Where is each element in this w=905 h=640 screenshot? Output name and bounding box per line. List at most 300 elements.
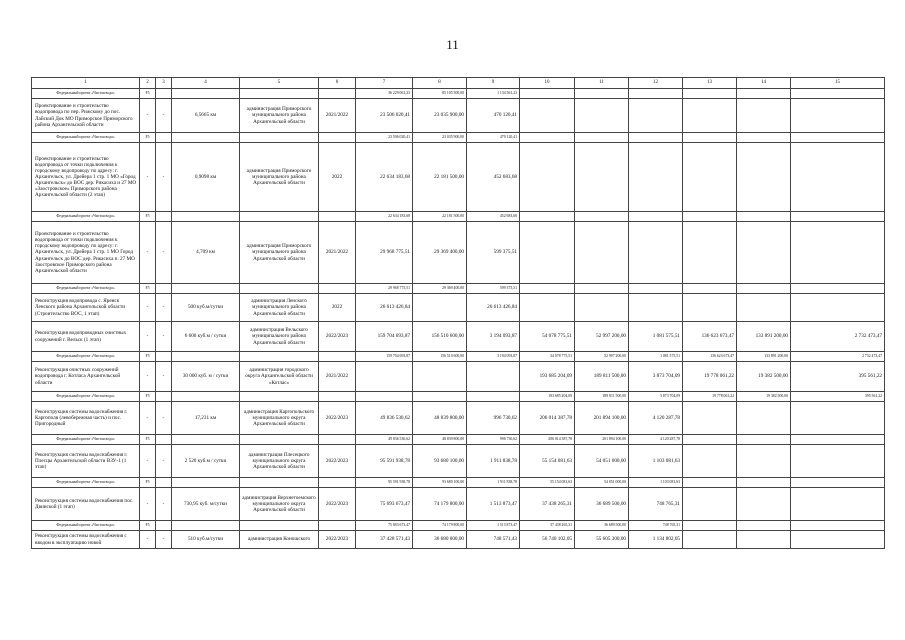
table-cell xyxy=(575,284,629,294)
table-cell: 136 623 673,47 xyxy=(683,322,737,352)
column-number: 14 xyxy=(737,78,791,89)
table-cell xyxy=(629,143,683,212)
table-cell xyxy=(413,392,467,402)
table-cell: F5 xyxy=(140,133,156,143)
table-cell: - xyxy=(140,362,156,392)
table-cell: F5 xyxy=(140,521,156,531)
federal-project-row xyxy=(32,284,885,294)
table-cell: 3 194 093,87 xyxy=(467,352,520,362)
table-cell xyxy=(629,284,683,294)
table-cell: 4,709 км xyxy=(172,222,240,284)
column-number: 10 xyxy=(520,78,575,89)
table-cell: 19 382 500,00 xyxy=(737,392,791,402)
table-cell xyxy=(737,445,791,478)
table-cell xyxy=(575,89,629,99)
table-cell: 748 765,31 xyxy=(629,521,683,531)
table-cell: 22 181 500,00 xyxy=(413,212,467,222)
table-cell: 1 081 575,51 xyxy=(629,352,683,362)
table-cell: 1 081 575,51 xyxy=(629,322,683,352)
table-cell xyxy=(629,99,683,133)
table-cell: администрация Верхнетоемского муниципального округа Архангельской области xyxy=(240,488,319,521)
table-cell: - xyxy=(156,402,172,435)
table-cell xyxy=(520,99,575,133)
table-cell xyxy=(413,294,467,322)
table-cell: 2 732 473,47 xyxy=(791,352,885,362)
table-cell: 23 035 900,00 xyxy=(413,133,467,143)
table-cell xyxy=(520,143,575,212)
table-cell: 452 683,68 xyxy=(467,143,520,212)
table-cell: 29 369 400,00 xyxy=(413,284,467,294)
table-cell: 93 680 100,00 xyxy=(413,478,467,488)
federal-project-row xyxy=(32,435,885,445)
table-cell: 2022/2023 xyxy=(319,322,356,352)
table-cell: 29 968 775,51 xyxy=(356,222,413,284)
table-cell xyxy=(683,445,737,478)
federal-project-row xyxy=(32,478,885,488)
table-cell: Проектирование и строительство водопровода от точки подключения к городскому водопроводу по адресу: г. Архангельск, ул. Дрейера 1 стр. 1 МО Город Архангельск до ВОС дер. Рикасиха п. 27 МО Заостровское Приморского района Архангельской области xyxy=(32,222,140,284)
table-cell: - xyxy=(156,445,172,478)
table-cell: 470 120,41 xyxy=(467,99,520,133)
table-cell xyxy=(575,143,629,212)
table-cell xyxy=(172,89,240,99)
table-cell: Реконструкция водопровода с. Яренск Ленского района Архангельской области (Строительство ВОС, 1 этап) xyxy=(32,294,140,322)
table-cell xyxy=(240,133,319,143)
federal-project-row xyxy=(32,352,885,362)
table-cell xyxy=(520,89,575,99)
table-cell xyxy=(683,531,737,549)
table-cell xyxy=(629,222,683,284)
table-cell: 49 836 530,62 xyxy=(356,402,413,435)
table-cell: Федеральный проект «Чистая вода» xyxy=(32,392,140,402)
column-number: 3 xyxy=(156,78,172,89)
table-cell: 36 229 061,23 xyxy=(356,89,413,99)
table-cell xyxy=(683,222,737,284)
table-cell xyxy=(791,531,885,549)
table-cell xyxy=(737,222,791,284)
table-cell: - xyxy=(140,488,156,521)
table-cell: администрация Приморского муниципального района Архангельской области xyxy=(240,99,319,133)
table-cell xyxy=(156,212,172,222)
federal-project-row xyxy=(32,392,885,402)
table-cell xyxy=(240,352,319,362)
table-cell xyxy=(683,99,737,133)
table-cell xyxy=(172,133,240,143)
table-cell: 75 693 673,47 xyxy=(356,488,413,521)
table-cell: F5 xyxy=(140,392,156,402)
table-cell xyxy=(737,143,791,212)
table-cell: 54 051 000,00 xyxy=(575,445,629,478)
table-cell: 1 513 873,47 xyxy=(467,488,520,521)
table-cell xyxy=(240,89,319,99)
table-cell xyxy=(737,99,791,133)
table-cell: 36 689 500,00 xyxy=(575,488,629,521)
table-cell xyxy=(156,435,172,445)
column-number: 15 xyxy=(791,78,885,89)
table-cell: администрация Вельского муниципального района Архангельской области xyxy=(240,322,319,352)
table-cell: 93 680 100,00 xyxy=(413,445,467,478)
table-cell: 2 520 куб.м / сутки xyxy=(172,445,240,478)
table-cell: 2021/2022 xyxy=(319,362,356,392)
table-cell xyxy=(737,89,791,99)
object-row xyxy=(32,222,885,284)
table-cell xyxy=(683,284,737,294)
table-cell: - xyxy=(156,143,172,212)
table-cell: 22 634 183,68 xyxy=(356,143,413,212)
table-cell: 1 103 081,63 xyxy=(629,445,683,478)
table-cell: 52 997 200,00 xyxy=(575,322,629,352)
table-cell: 19 778 061,22 xyxy=(683,392,737,402)
object-row xyxy=(32,488,885,521)
table-cell: 36 680 000,00 xyxy=(413,531,467,549)
table-cell xyxy=(413,362,467,392)
table-cell: 1 513 873,47 xyxy=(467,521,520,531)
table-cell xyxy=(683,212,737,222)
table-cell: 1 103 081,63 xyxy=(629,478,683,488)
table-cell: Федеральный проект «Чистая вода» xyxy=(32,89,140,99)
table-cell: 74 179 800,00 xyxy=(413,521,467,531)
table-cell: 2021/2022 xyxy=(319,222,356,284)
table-cell: Реконструкция системы водоснабжения с вводом в эксплуатацию новой xyxy=(32,531,140,549)
table-cell xyxy=(683,294,737,322)
table-cell: 37 438 265,31 xyxy=(520,488,575,521)
table-cell xyxy=(683,488,737,521)
table-cell xyxy=(319,435,356,445)
table-cell xyxy=(737,212,791,222)
table-cell xyxy=(319,392,356,402)
table-cell xyxy=(575,222,629,284)
column-number: 1 xyxy=(32,78,140,89)
table-cell xyxy=(172,521,240,531)
table-cell: Реконструкция системы водоснабжения г. Плесцы Архангельской области ВЗУ-1 (1 этап) xyxy=(32,445,140,478)
table-cell: Федеральный проект «Чистая вода» xyxy=(32,133,140,143)
table-cell xyxy=(575,294,629,322)
table-cell: 996 730,62 xyxy=(467,435,520,445)
table-cell xyxy=(319,284,356,294)
table-cell: 55 605 300,00 xyxy=(575,531,629,549)
table-cell xyxy=(791,445,885,478)
table-cell xyxy=(791,222,885,284)
page-number: 11 xyxy=(446,37,459,52)
table-cell xyxy=(240,284,319,294)
table-cell xyxy=(683,89,737,99)
table-cell xyxy=(156,352,172,362)
table-cell: 748 571,43 xyxy=(467,531,520,549)
table-cell: 599 375,51 xyxy=(467,284,520,294)
table-cell: Федеральный проект «Чистая вода» xyxy=(32,521,140,531)
table-cell: 730,95 куб. м/сутки xyxy=(172,488,240,521)
table-cell: 3 873 704,09 xyxy=(629,392,683,402)
table-cell xyxy=(319,478,356,488)
table-cell xyxy=(683,143,737,212)
table-cell xyxy=(172,435,240,445)
column-number: 7 xyxy=(356,78,413,89)
table-cell xyxy=(520,294,575,322)
table-cell: Реконструкция очистных сооружений водопровода г. Котласа Архангельской области xyxy=(32,362,140,392)
table-cell: 189 811 500,00 xyxy=(575,362,629,392)
table-cell: 55 154 081,63 xyxy=(520,478,575,488)
table-cell xyxy=(737,478,791,488)
table-cell: 189 811 500,00 xyxy=(575,392,629,402)
table-cell: - xyxy=(140,143,156,212)
table-cell xyxy=(156,89,172,99)
table-cell: 23 506 020,41 xyxy=(356,99,413,133)
table-cell: 156 510 600,00 xyxy=(413,352,467,362)
table-cell: Реконструкция системы водоснабжения г. Каргополя (левобережная часть) и пос. Пригородный xyxy=(32,402,140,435)
table-cell xyxy=(737,133,791,143)
table-cell: 85 105 500,00 xyxy=(413,89,467,99)
table-cell xyxy=(737,402,791,435)
table-cell: администрация Приморского муниципального района Архангельской области xyxy=(240,222,319,284)
table-cell xyxy=(319,352,356,362)
federal-project-row xyxy=(32,89,885,99)
table-cell: 36 689 500,00 xyxy=(575,521,629,531)
column-number: 8 xyxy=(413,78,467,89)
table-cell: администрация Приморского муниципального района Архангельской области xyxy=(240,143,319,212)
table-cell: - xyxy=(140,445,156,478)
column-number: 12 xyxy=(629,78,683,89)
table-cell: 500 куб.м/сутки xyxy=(172,294,240,322)
table-cell: 6,5665 км xyxy=(172,99,240,133)
table-cell: 201 894 100,00 xyxy=(575,402,629,435)
table-cell: 23 035 900,00 xyxy=(413,99,467,133)
table-cell: 17,231 км xyxy=(172,402,240,435)
table-cell: F5 xyxy=(140,478,156,488)
table-cell xyxy=(156,133,172,143)
table-cell: F5 xyxy=(140,284,156,294)
table-cell xyxy=(575,133,629,143)
table-cell xyxy=(172,478,240,488)
table-cell xyxy=(172,352,240,362)
table-cell: 1 134 561,23 xyxy=(467,89,520,99)
table-cell: 37 428 571,43 xyxy=(356,531,413,549)
table-cell: 2022 xyxy=(319,143,356,212)
table-cell: 2021/2022 xyxy=(319,99,356,133)
table-cell: 48 839 800,00 xyxy=(413,402,467,435)
table-cell xyxy=(319,521,356,531)
table-cell: 2022/2023 xyxy=(319,402,356,435)
table-cell: Реконструкция системы водоснабжения пос. Двинской (1 этап) xyxy=(32,488,140,521)
table-cell: 22 634 183,68 xyxy=(356,212,413,222)
table-cell: 22 181 500,00 xyxy=(413,143,467,212)
table-cell: администрация Каргопольского муниципального округа Архангельской области xyxy=(240,402,319,435)
table-cell: 452 683,68 xyxy=(467,212,520,222)
table-cell: 29 968 775,51 xyxy=(356,284,413,294)
table-cell: - xyxy=(140,99,156,133)
table-cell xyxy=(683,133,737,143)
object-row xyxy=(32,294,885,322)
table-cell: 95 591 938,78 xyxy=(356,445,413,478)
federal-project-row xyxy=(32,212,885,222)
table-cell: 2 732 473,47 xyxy=(791,322,885,352)
table-cell xyxy=(172,212,240,222)
table-cell: - xyxy=(156,222,172,284)
table-cell: 26 613 426,84 xyxy=(356,294,413,322)
table-cell: 156 510 600,00 xyxy=(413,322,467,352)
table-cell: 2022 xyxy=(319,294,356,322)
column-number: 11 xyxy=(575,78,629,89)
table-cell: 206 014 387,78 xyxy=(520,435,575,445)
table-cell: 55 154 081,63 xyxy=(520,445,575,478)
table-cell: 23 506 020,41 xyxy=(356,133,413,143)
table-cell: - xyxy=(140,402,156,435)
table-cell: 159 704 693,87 xyxy=(356,322,413,352)
table-cell xyxy=(791,99,885,133)
table-cell: Федеральный проект «Чистая вода» xyxy=(32,352,140,362)
table-cell: 4 120 287,78 xyxy=(629,435,683,445)
table-cell xyxy=(791,435,885,445)
table-cell xyxy=(791,478,885,488)
table-cell: - xyxy=(156,322,172,352)
table-cell xyxy=(156,478,172,488)
table-cell: 54 051 000,00 xyxy=(575,478,629,488)
table-cell: 95 591 938,78 xyxy=(356,478,413,488)
table-cell: Проектирование и строительство водопровода от точки подключения к городскому водопроводу по адресу: г. Архангельск, ул. Дрейера 1 стр. 1 МО «Город Архангельск» до ВОС дер. Рикасиха и 27 МО «Заостровское» Приморского района Архангельской области (2 этап) xyxy=(32,143,140,212)
table-cell xyxy=(737,435,791,445)
table-cell: 395 561,22 xyxy=(791,392,885,402)
table-cell: - xyxy=(156,531,172,549)
table-cell: 6 600 куб.м / сутки xyxy=(172,322,240,352)
table-cell: 2022/2023 xyxy=(319,488,356,521)
table-cell: 4 120 287,78 xyxy=(629,402,683,435)
table-cell xyxy=(791,402,885,435)
table-cell: администрация Ленского муниципального района Архангельской области xyxy=(240,294,319,322)
table-cell xyxy=(520,222,575,284)
table-cell: 52 997 200,00 xyxy=(575,352,629,362)
table-cell xyxy=(156,392,172,402)
table-cell: - xyxy=(156,362,172,392)
table-cell: - xyxy=(140,294,156,322)
table-cell: 19 382 500,00 xyxy=(737,362,791,392)
table-cell: F5 xyxy=(140,352,156,362)
table-cell: 0,9098 км xyxy=(172,143,240,212)
table-cell xyxy=(520,212,575,222)
table-cell: 26 613 426,84 xyxy=(467,294,520,322)
table-cell: 201 894 100,00 xyxy=(575,435,629,445)
table-cell xyxy=(467,362,520,392)
table-cell: 48 839 800,00 xyxy=(413,435,467,445)
table-cell: Проектирование и строительство водопровода по пер. Рижскому до пос. Лайский Док МО Приморское Приморского района Архангельской области xyxy=(32,99,140,133)
column-number: 5 xyxy=(240,78,319,89)
table-cell: - xyxy=(140,222,156,284)
table-cell xyxy=(319,212,356,222)
table-cell: 3 873 704,09 xyxy=(629,362,683,392)
table-cell xyxy=(791,89,885,99)
column-number: 6 xyxy=(319,78,356,89)
table-cell: 599 375,51 xyxy=(467,222,520,284)
column-number: 2 xyxy=(140,78,156,89)
table-cell xyxy=(791,143,885,212)
table-cell xyxy=(683,521,737,531)
table-cell xyxy=(172,392,240,402)
object-row xyxy=(32,322,885,352)
table-cell: администрация городского округа Архангельской области «Котлас» xyxy=(240,362,319,392)
table-cell: 395 561,22 xyxy=(791,362,885,392)
federal-project-row xyxy=(32,521,885,531)
table-cell: 19 778 061,22 xyxy=(683,362,737,392)
table-cell xyxy=(467,392,520,402)
table-cell: 2022/2023 xyxy=(319,531,356,549)
table-cell: 748 765,31 xyxy=(629,488,683,521)
table-cell: 1 911 838,78 xyxy=(467,445,520,478)
table-cell xyxy=(683,478,737,488)
table-cell: F5 xyxy=(140,212,156,222)
table-cell xyxy=(629,89,683,99)
table-cell: 133 891 200,00 xyxy=(737,322,791,352)
object-row xyxy=(32,362,885,392)
table-cell: 30 000 куб. м / сутки xyxy=(172,362,240,392)
table-cell: 193 685 204,09 xyxy=(520,362,575,392)
table-cell xyxy=(791,294,885,322)
program-table xyxy=(31,77,885,549)
table-cell: 74 179 800,00 xyxy=(413,488,467,521)
table-cell xyxy=(240,392,319,402)
table-cell: F5 xyxy=(140,89,156,99)
object-row xyxy=(32,445,885,478)
table-cell: Федеральный проект «Чистая вода» xyxy=(32,478,140,488)
column-number-row xyxy=(32,78,885,89)
table-cell xyxy=(791,212,885,222)
table-cell xyxy=(319,133,356,143)
table-cell: - xyxy=(140,322,156,352)
table-cell: - xyxy=(156,488,172,521)
object-row xyxy=(32,402,885,435)
table-cell: 193 685 204,09 xyxy=(520,392,575,402)
table-cell: - xyxy=(156,294,172,322)
federal-project-row xyxy=(32,133,885,143)
table-cell: 3 194 093,87 xyxy=(467,322,520,352)
table-cell xyxy=(240,478,319,488)
table-cell xyxy=(737,284,791,294)
table-cell: 75 693 673,47 xyxy=(356,521,413,531)
column-number: 4 xyxy=(172,78,240,89)
table-cell xyxy=(156,521,172,531)
table-cell: 159 704 693,87 xyxy=(356,352,413,362)
object-row xyxy=(32,143,885,212)
table-cell: - xyxy=(140,531,156,549)
table-cell xyxy=(240,212,319,222)
table-cell: Федеральный проект «Чистая вода» xyxy=(32,212,140,222)
table-cell xyxy=(683,402,737,435)
table-cell: F5 xyxy=(140,435,156,445)
table-cell: Реконструкция водопроводных очистных сооружений г. Вельск (1 этап) xyxy=(32,322,140,352)
table-cell xyxy=(737,531,791,549)
table-cell xyxy=(629,294,683,322)
object-row xyxy=(32,531,885,549)
table-cell xyxy=(683,435,737,445)
table-cell: - xyxy=(156,99,172,133)
column-number: 13 xyxy=(683,78,737,89)
table-cell xyxy=(737,488,791,521)
table-cell xyxy=(319,89,356,99)
table-cell: 56 740 102,05 xyxy=(520,531,575,549)
table-cell: 37 438 265,31 xyxy=(520,521,575,531)
table-cell: 470 120,41 xyxy=(467,133,520,143)
table-cell xyxy=(737,521,791,531)
table-cell xyxy=(575,99,629,133)
table-cell xyxy=(520,133,575,143)
table-cell: администрация Коношского xyxy=(240,531,319,549)
table-cell xyxy=(791,488,885,521)
table-cell: Федеральный проект «Чистая вода» xyxy=(32,435,140,445)
table-cell: 133 891 200,00 xyxy=(737,352,791,362)
table-cell: 54 078 775,51 xyxy=(520,322,575,352)
table-cell: 1 134 802,05 xyxy=(629,531,683,549)
table-cell xyxy=(737,294,791,322)
table-cell: 2022/2023 xyxy=(319,445,356,478)
table-cell: 996 730,62 xyxy=(467,402,520,435)
table-cell xyxy=(575,212,629,222)
table-cell: 54 078 775,51 xyxy=(520,352,575,362)
